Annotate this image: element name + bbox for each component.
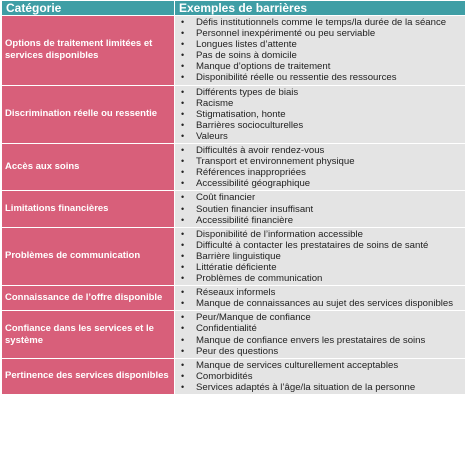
category-cell: Limitations financières <box>2 191 175 227</box>
list-item: • Manque de confiance envers les prestataires de soins <box>179 335 463 346</box>
category-cell: Connaissance de l’offre disponible <box>2 286 175 311</box>
list-item: • Barrières socioculturelles <box>179 120 463 131</box>
list-item: • Transport et environnement physique <box>179 156 463 167</box>
examples-cell <box>175 85 466 143</box>
list-item: • Soutien financier insuffisant <box>179 204 463 215</box>
list-item: • Services adaptés à l’âge/la situation de la personne <box>179 382 463 393</box>
table-body <box>2 16 466 395</box>
list-item: • Personnel inexpérimenté ou peu serviable <box>179 28 463 39</box>
examples-list <box>179 145 463 189</box>
category-cell: Pertinence des services disponibles <box>2 358 175 394</box>
table-row <box>2 227 466 285</box>
list-item: • Peur des questions <box>179 346 463 357</box>
list-item: • Manque d’options de traitement <box>179 61 463 72</box>
list-item: • Problèmes de communication <box>179 273 463 284</box>
examples-cell <box>175 191 466 227</box>
list-item: • Racisme <box>179 98 463 109</box>
list-item: • Valeurs <box>179 131 463 142</box>
list-item: • Difficulté à contacter les prestataires de soins de santé <box>179 240 463 251</box>
table-row <box>2 311 466 358</box>
list-item: • Accessibilité géographique <box>179 178 463 189</box>
list-item: • Longues listes d’attente <box>179 39 463 50</box>
list-item: • Confidentialité <box>179 323 463 334</box>
examples-list <box>179 17 463 84</box>
header-category: Catégorie <box>2 1 175 16</box>
examples-cell <box>175 311 466 358</box>
list-item: • Manque de services culturellement acceptables <box>179 360 463 371</box>
table-row <box>2 144 466 191</box>
table-row <box>2 16 466 86</box>
list-item: • Manque de connaissances au sujet des services disponibles <box>179 298 463 309</box>
header-examples: Exemples de barrières <box>175 1 466 16</box>
examples-list <box>179 360 463 393</box>
examples-list <box>179 87 463 142</box>
list-item: • Réseaux informels <box>179 287 463 298</box>
table-row <box>2 286 466 311</box>
examples-cell <box>175 144 466 191</box>
list-item: • Stigmatisation, honte <box>179 109 463 120</box>
table-row <box>2 85 466 143</box>
category-cell: Problèmes de communication <box>2 227 175 285</box>
list-item: • Pas de soins à domicile <box>179 50 463 61</box>
category-cell: Accès aux soins <box>2 144 175 191</box>
list-item: • Différents types de biais <box>179 87 463 98</box>
list-item: • Coût financier <box>179 192 463 203</box>
examples-list <box>179 192 463 225</box>
list-item: • Disponibilité réelle ou ressentie des ressources <box>179 72 463 83</box>
examples-list <box>179 312 463 356</box>
category-cell: Discrimination réelle ou ressentie <box>2 85 175 143</box>
table-row <box>2 358 466 394</box>
list-item: • Accessibilité financière <box>179 215 463 226</box>
category-cell: Options de traitement limitées et services disponibles <box>2 16 175 86</box>
list-item: • Défis institutionnels comme le temps/la durée de la séance <box>179 17 463 28</box>
list-item: • Références inappropriées <box>179 167 463 178</box>
list-item: • Peur/Manque de confiance <box>179 312 463 323</box>
examples-cell <box>175 286 466 311</box>
list-item: • Barrière linguistique <box>179 251 463 262</box>
table-row <box>2 191 466 227</box>
examples-list <box>179 229 463 284</box>
examples-list <box>179 287 463 309</box>
category-cell: Confiance dans les services et le système <box>2 311 175 358</box>
examples-cell <box>175 227 466 285</box>
examples-cell <box>175 16 466 86</box>
header-row <box>2 1 466 16</box>
list-item: • Littératie déficiente <box>179 262 463 273</box>
list-item: • Disponibilité de l’information accessible <box>179 229 463 240</box>
barriers-table <box>1 0 466 395</box>
examples-cell <box>175 358 466 394</box>
list-item: • Comorbidités <box>179 371 463 382</box>
list-item: • Difficultés à avoir rendez-vous <box>179 145 463 156</box>
